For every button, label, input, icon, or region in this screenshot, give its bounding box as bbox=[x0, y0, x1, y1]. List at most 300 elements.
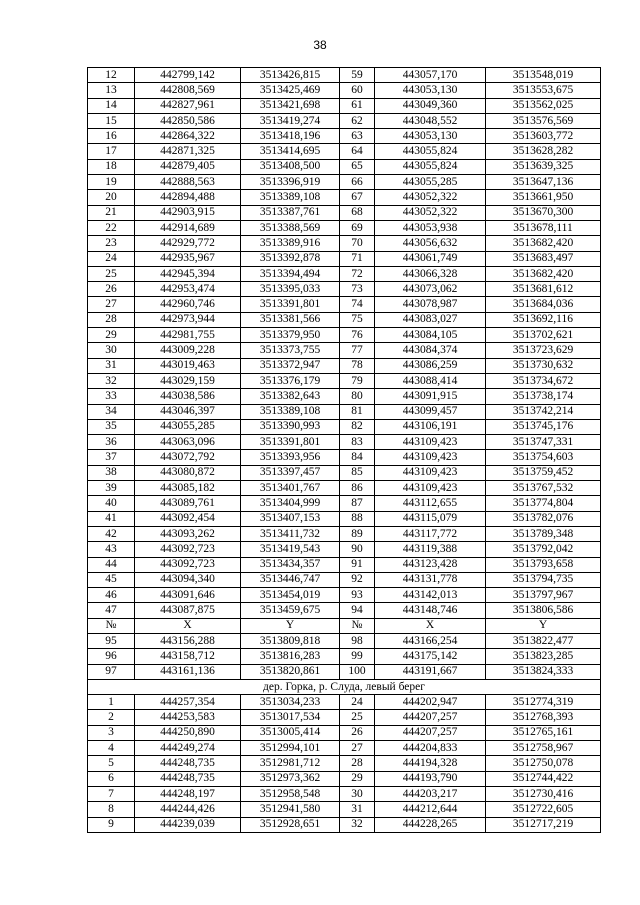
table-cell: 88 bbox=[340, 511, 375, 526]
table-cell: 3513401,767 bbox=[241, 481, 340, 496]
table-cell: 84 bbox=[340, 450, 375, 465]
table-cell: 442945,394 bbox=[135, 266, 241, 281]
table-cell: 3513793,658 bbox=[486, 557, 601, 572]
table-cell: 3512973,362 bbox=[241, 771, 340, 786]
table-row bbox=[88, 526, 601, 541]
table-cell: 3513794,735 bbox=[486, 572, 601, 587]
table-cell: 28 bbox=[340, 756, 375, 771]
table-cell: 3513806,586 bbox=[486, 603, 601, 618]
table-cell: 3513393,956 bbox=[241, 450, 340, 465]
table-cell: 443156,288 bbox=[135, 633, 241, 648]
table-cell: 3513628,282 bbox=[486, 144, 601, 159]
table-row bbox=[88, 205, 601, 220]
table-cell: 3513684,036 bbox=[486, 297, 601, 312]
table-cell: 443087,875 bbox=[135, 603, 241, 618]
table-cell: 443142,013 bbox=[375, 588, 486, 603]
table-row bbox=[88, 481, 601, 496]
table-cell: 83 bbox=[340, 435, 375, 450]
table-row bbox=[88, 404, 601, 419]
table-cell: 443053,938 bbox=[375, 220, 486, 235]
table-cell: 3513389,108 bbox=[241, 190, 340, 205]
table-row bbox=[88, 312, 601, 327]
table-cell: 443073,062 bbox=[375, 282, 486, 297]
table-cell: 32 bbox=[340, 817, 375, 832]
table-cell: 61 bbox=[340, 98, 375, 113]
table-row bbox=[88, 664, 601, 679]
table-cell: 3513446,747 bbox=[241, 572, 340, 587]
table-cell: 8 bbox=[88, 802, 135, 817]
table-cell: 3512958,548 bbox=[241, 786, 340, 801]
table-cell: 443066,328 bbox=[375, 266, 486, 281]
table-cell: 3513391,801 bbox=[241, 435, 340, 450]
table-row bbox=[88, 144, 601, 159]
table-cell: 443148,746 bbox=[375, 603, 486, 618]
table-cell: 40 bbox=[88, 496, 135, 511]
table-cell: 90 bbox=[340, 542, 375, 557]
table-cell: 443117,772 bbox=[375, 526, 486, 541]
table-cell: 443084,105 bbox=[375, 328, 486, 343]
table-cell: 3513682,420 bbox=[486, 236, 601, 251]
table-cell: 442888,563 bbox=[135, 175, 241, 190]
table-cell: 444257,354 bbox=[135, 695, 241, 710]
table-cell: 3513434,357 bbox=[241, 557, 340, 572]
table-cell: 443061,749 bbox=[375, 251, 486, 266]
table-cell: 81 bbox=[340, 404, 375, 419]
table-cell: 3512941,580 bbox=[241, 802, 340, 817]
table-cell: 3513759,452 bbox=[486, 465, 601, 480]
table-cell: 89 bbox=[340, 526, 375, 541]
table-row bbox=[88, 282, 601, 297]
table-cell: 2 bbox=[88, 710, 135, 725]
table-cell: 44 bbox=[88, 557, 135, 572]
table-cell: 29 bbox=[88, 328, 135, 343]
table-cell: 442960,746 bbox=[135, 297, 241, 312]
table-cell: 70 bbox=[340, 236, 375, 251]
table-cell: Y bbox=[486, 618, 601, 633]
table-cell: 63 bbox=[340, 129, 375, 144]
table-cell: 443085,182 bbox=[135, 481, 241, 496]
table-row bbox=[88, 771, 601, 786]
table-cell: 443038,586 bbox=[135, 389, 241, 404]
table-cell: 25 bbox=[340, 710, 375, 725]
table-cell: 443131,778 bbox=[375, 572, 486, 587]
table-cell: 444194,328 bbox=[375, 756, 486, 771]
table-cell: 442914,689 bbox=[135, 220, 241, 235]
table-cell: 3513774,804 bbox=[486, 496, 601, 511]
table-cell: 442903,915 bbox=[135, 205, 241, 220]
table-cell: 443019,463 bbox=[135, 358, 241, 373]
table-cell: 3513392,878 bbox=[241, 251, 340, 266]
table-cell: 37 bbox=[88, 450, 135, 465]
table-cell: 3513389,108 bbox=[241, 404, 340, 419]
table-row bbox=[88, 83, 601, 98]
table-row bbox=[88, 175, 601, 190]
table-cell: 444203,217 bbox=[375, 786, 486, 801]
table-cell: 443191,667 bbox=[375, 664, 486, 679]
table-cell: 443093,262 bbox=[135, 526, 241, 541]
table-cell: 12 bbox=[88, 68, 135, 83]
table-cell: 67 bbox=[340, 190, 375, 205]
table-cell: 99 bbox=[340, 649, 375, 664]
table-cell: 46 bbox=[88, 588, 135, 603]
table-cell: 18 bbox=[88, 159, 135, 174]
table-cell: 3513418,196 bbox=[241, 129, 340, 144]
table-cell: 443086,259 bbox=[375, 358, 486, 373]
table-cell: 22 bbox=[88, 220, 135, 235]
table-cell: 444253,583 bbox=[135, 710, 241, 725]
table-row bbox=[88, 511, 601, 526]
table-cell: 20 bbox=[88, 190, 135, 205]
table-cell: 3513381,566 bbox=[241, 312, 340, 327]
table-row bbox=[88, 465, 601, 480]
table-cell: 442850,586 bbox=[135, 113, 241, 128]
table-cell: 3513421,698 bbox=[241, 98, 340, 113]
table-cell: 3513702,621 bbox=[486, 328, 601, 343]
table-cell: 94 bbox=[340, 603, 375, 618]
table-cell: 3 bbox=[88, 725, 135, 740]
table-row bbox=[88, 618, 601, 633]
table-cell: 3513425,469 bbox=[241, 83, 340, 98]
table-row bbox=[88, 710, 601, 725]
table-cell: 444244,426 bbox=[135, 802, 241, 817]
table-row bbox=[88, 419, 601, 434]
table-cell: 92 bbox=[340, 572, 375, 587]
table-cell: 3513034,233 bbox=[241, 695, 340, 710]
table-cell: 442935,967 bbox=[135, 251, 241, 266]
table-cell: 64 bbox=[340, 144, 375, 159]
table-cell: 30 bbox=[340, 786, 375, 801]
table-cell: 443161,136 bbox=[135, 664, 241, 679]
table-cell: 66 bbox=[340, 175, 375, 190]
table-cell: 16 bbox=[88, 129, 135, 144]
table-cell: 3512744,422 bbox=[486, 771, 601, 786]
table-cell: 30 bbox=[88, 343, 135, 358]
table-cell: 3512758,967 bbox=[486, 741, 601, 756]
table-cell: 443072,792 bbox=[135, 450, 241, 465]
table-cell: 443052,322 bbox=[375, 190, 486, 205]
table-row bbox=[88, 68, 601, 83]
table-cell: 3512730,416 bbox=[486, 786, 601, 801]
table-cell: 3513379,950 bbox=[241, 328, 340, 343]
table-cell: 82 bbox=[340, 419, 375, 434]
table-cell: 95 bbox=[88, 633, 135, 648]
table-cell: 3512994,101 bbox=[241, 741, 340, 756]
table-cell: 68 bbox=[340, 205, 375, 220]
table-cell: 3513742,214 bbox=[486, 404, 601, 419]
table-cell: 3513730,632 bbox=[486, 358, 601, 373]
table-cell: 3512722,605 bbox=[486, 802, 601, 817]
table-cell: 34 bbox=[88, 404, 135, 419]
table-cell: 3513407,153 bbox=[241, 511, 340, 526]
table-cell: 69 bbox=[340, 220, 375, 235]
table-cell: 443009,228 bbox=[135, 343, 241, 358]
table-cell: 444207,257 bbox=[375, 710, 486, 725]
table-cell: 24 bbox=[340, 695, 375, 710]
table-cell: 3513426,815 bbox=[241, 68, 340, 83]
table-cell: 443091,646 bbox=[135, 588, 241, 603]
table-cell: 444248,735 bbox=[135, 771, 241, 786]
table-cell: 443053,130 bbox=[375, 129, 486, 144]
table-cell: 442929,772 bbox=[135, 236, 241, 251]
table-cell: 444250,890 bbox=[135, 725, 241, 740]
table-cell: 444248,735 bbox=[135, 756, 241, 771]
table-cell: 3513670,300 bbox=[486, 205, 601, 220]
table-cell: 3513747,331 bbox=[486, 435, 601, 450]
table-cell: № bbox=[340, 618, 375, 633]
table-cell: 442827,961 bbox=[135, 98, 241, 113]
table-cell: 62 bbox=[340, 113, 375, 128]
table-cell: 442871,325 bbox=[135, 144, 241, 159]
table-row bbox=[88, 251, 601, 266]
table-cell: 443046,397 bbox=[135, 404, 241, 419]
table-cell: 3513789,348 bbox=[486, 526, 601, 541]
table-cell: 444212,644 bbox=[375, 802, 486, 817]
table-cell: 443029,159 bbox=[135, 373, 241, 388]
table-cell: 3513797,967 bbox=[486, 588, 601, 603]
table-cell: 41 bbox=[88, 511, 135, 526]
table-cell: 78 bbox=[340, 358, 375, 373]
table-cell: 4 bbox=[88, 741, 135, 756]
table-cell: 21 bbox=[88, 205, 135, 220]
table-cell: 59 bbox=[340, 68, 375, 83]
table-row bbox=[88, 542, 601, 557]
table-cell: 3513397,457 bbox=[241, 465, 340, 480]
table-row bbox=[88, 756, 601, 771]
table-cell: 443078,987 bbox=[375, 297, 486, 312]
table-cell: 443175,142 bbox=[375, 649, 486, 664]
table-cell: 442799,142 bbox=[135, 68, 241, 83]
table-cell: 443112,655 bbox=[375, 496, 486, 511]
table-cell: 443109,423 bbox=[375, 465, 486, 480]
table-cell: 442894,488 bbox=[135, 190, 241, 205]
table-row bbox=[88, 129, 601, 144]
table-cell: 3513823,285 bbox=[486, 649, 601, 664]
table-cell: 443055,824 bbox=[375, 144, 486, 159]
table-cell: 3513395,033 bbox=[241, 282, 340, 297]
table-row bbox=[88, 389, 601, 404]
table-cell: 442953,474 bbox=[135, 282, 241, 297]
table-cell: 87 bbox=[340, 496, 375, 511]
table-cell: 443099,457 bbox=[375, 404, 486, 419]
table-cell: № bbox=[88, 618, 135, 633]
table-cell: 3513792,042 bbox=[486, 542, 601, 557]
table-cell: 39 bbox=[88, 481, 135, 496]
table-cell: 96 bbox=[88, 649, 135, 664]
table-cell: 3513548,019 bbox=[486, 68, 601, 83]
table-cell: 1 bbox=[88, 695, 135, 710]
table-cell: 443063,096 bbox=[135, 435, 241, 450]
table-cell: 3512981,712 bbox=[241, 756, 340, 771]
table-row bbox=[88, 236, 601, 251]
table-cell: 100 bbox=[340, 664, 375, 679]
table-row bbox=[88, 328, 601, 343]
table-cell: 73 bbox=[340, 282, 375, 297]
table-cell: 3513824,333 bbox=[486, 664, 601, 679]
table-cell: 77 bbox=[340, 343, 375, 358]
table-cell: 3513382,643 bbox=[241, 389, 340, 404]
table-cell: 17 bbox=[88, 144, 135, 159]
table-cell: 91 bbox=[340, 557, 375, 572]
table-cell: 443092,723 bbox=[135, 557, 241, 572]
table-cell: 444193,790 bbox=[375, 771, 486, 786]
table-cell: 31 bbox=[340, 802, 375, 817]
table-cell: 444204,833 bbox=[375, 741, 486, 756]
table-cell: 33 bbox=[88, 389, 135, 404]
table-cell: 3513459,675 bbox=[241, 603, 340, 618]
table-row bbox=[88, 113, 601, 128]
table-cell: 444248,197 bbox=[135, 786, 241, 801]
table-row bbox=[88, 557, 601, 572]
table-cell: X bbox=[135, 618, 241, 633]
table-cell: 443089,761 bbox=[135, 496, 241, 511]
table-cell: 72 bbox=[340, 266, 375, 281]
table-row bbox=[88, 695, 601, 710]
table-row bbox=[88, 802, 601, 817]
table-cell: 3513647,136 bbox=[486, 175, 601, 190]
table-cell: 76 bbox=[340, 328, 375, 343]
table-cell: 3513639,325 bbox=[486, 159, 601, 174]
table-cell: 443106,191 bbox=[375, 419, 486, 434]
table-cell: 36 bbox=[88, 435, 135, 450]
table-cell: 443123,428 bbox=[375, 557, 486, 572]
table-cell: 443091,915 bbox=[375, 389, 486, 404]
table-cell: 3512717,219 bbox=[486, 817, 601, 832]
table-cell: 3513454,019 bbox=[241, 588, 340, 603]
table-cell: 443052,322 bbox=[375, 205, 486, 220]
table-cell: 443109,423 bbox=[375, 481, 486, 496]
table-cell: 3513389,916 bbox=[241, 236, 340, 251]
table-cell: 444239,039 bbox=[135, 817, 241, 832]
table-cell: 3513419,274 bbox=[241, 113, 340, 128]
table-cell: 32 bbox=[88, 373, 135, 388]
table-cell: 443056,632 bbox=[375, 236, 486, 251]
table-cell: 29 bbox=[340, 771, 375, 786]
table-row bbox=[88, 588, 601, 603]
table-cell: 35 bbox=[88, 419, 135, 434]
table-cell: 5 bbox=[88, 756, 135, 771]
table-cell: 26 bbox=[88, 282, 135, 297]
table-cell: 3513816,283 bbox=[241, 649, 340, 664]
table-cell: 443109,423 bbox=[375, 435, 486, 450]
table-cell: 3512750,078 bbox=[486, 756, 601, 771]
table-cell: 43 bbox=[88, 542, 135, 557]
table-cell: 14 bbox=[88, 98, 135, 113]
table-cell: 444207,257 bbox=[375, 725, 486, 740]
table-cell: 45 bbox=[88, 572, 135, 587]
table-row bbox=[88, 741, 601, 756]
table-cell: 442808,569 bbox=[135, 83, 241, 98]
table-cell: 3513411,732 bbox=[241, 526, 340, 541]
table-cell: 443166,254 bbox=[375, 633, 486, 648]
table-cell: 3513396,919 bbox=[241, 175, 340, 190]
table-cell: 3513754,603 bbox=[486, 450, 601, 465]
table-cell: 25 bbox=[88, 266, 135, 281]
table-row bbox=[88, 343, 601, 358]
table-cell: 13 bbox=[88, 83, 135, 98]
table-cell: 3513734,672 bbox=[486, 373, 601, 388]
table-cell: 97 bbox=[88, 664, 135, 679]
table-cell: 443158,712 bbox=[135, 649, 241, 664]
table-cell: 3512765,161 bbox=[486, 725, 601, 740]
table-cell: 3513681,612 bbox=[486, 282, 601, 297]
table-cell: 442981,755 bbox=[135, 328, 241, 343]
table-cell: 60 bbox=[340, 83, 375, 98]
table-cell: 19 bbox=[88, 175, 135, 190]
section-title: дер. Горка, р. Слуда, левый берег bbox=[88, 679, 601, 694]
table-cell: 3513390,993 bbox=[241, 419, 340, 434]
section-title-row bbox=[88, 679, 601, 694]
table-cell: 443080,872 bbox=[135, 465, 241, 480]
table-cell: 98 bbox=[340, 633, 375, 648]
table-cell: 442864,322 bbox=[135, 129, 241, 144]
table-cell: 3512768,393 bbox=[486, 710, 601, 725]
table-cell: 443094,340 bbox=[135, 572, 241, 587]
table-row bbox=[88, 266, 601, 281]
table-cell: 3513408,500 bbox=[241, 159, 340, 174]
table-cell: 443057,170 bbox=[375, 68, 486, 83]
table-cell: 3513782,076 bbox=[486, 511, 601, 526]
table-cell: 3513678,111 bbox=[486, 220, 601, 235]
table-row bbox=[88, 373, 601, 388]
table-cell: 444202,947 bbox=[375, 695, 486, 710]
table-row bbox=[88, 159, 601, 174]
table-cell: 3513414,695 bbox=[241, 144, 340, 159]
table-cell: 443055,285 bbox=[375, 175, 486, 190]
table-cell: 442879,405 bbox=[135, 159, 241, 174]
table-cell: 443109,423 bbox=[375, 450, 486, 465]
table-cell: 75 bbox=[340, 312, 375, 327]
table-cell: 443119,388 bbox=[375, 542, 486, 557]
coordinates-table bbox=[87, 67, 601, 833]
table-cell: 42 bbox=[88, 526, 135, 541]
table-cell: 442973,944 bbox=[135, 312, 241, 327]
table-cell: 443084,374 bbox=[375, 343, 486, 358]
table-cell: 3513767,532 bbox=[486, 481, 601, 496]
table-row bbox=[88, 649, 601, 664]
table-cell: 23 bbox=[88, 236, 135, 251]
table-row bbox=[88, 450, 601, 465]
table-cell: 3513388,569 bbox=[241, 220, 340, 235]
table-row bbox=[88, 786, 601, 801]
table-cell: 443049,360 bbox=[375, 98, 486, 113]
table-cell: 3513738,174 bbox=[486, 389, 601, 404]
table-cell: 27 bbox=[340, 741, 375, 756]
table-cell: 443055,285 bbox=[135, 419, 241, 434]
table-row bbox=[88, 817, 601, 832]
table-cell: 3513387,761 bbox=[241, 205, 340, 220]
table-cell: 443055,824 bbox=[375, 159, 486, 174]
table-cell: 24 bbox=[88, 251, 135, 266]
table-cell: 15 bbox=[88, 113, 135, 128]
table-cell: 443092,454 bbox=[135, 511, 241, 526]
table-cell: 3513553,675 bbox=[486, 83, 601, 98]
table-row bbox=[88, 435, 601, 450]
table-cell: 28 bbox=[88, 312, 135, 327]
table-cell: 26 bbox=[340, 725, 375, 740]
table-cell: 27 bbox=[88, 297, 135, 312]
table-cell: 3512928,651 bbox=[241, 817, 340, 832]
table-cell: 3513723,629 bbox=[486, 343, 601, 358]
table-row bbox=[88, 297, 601, 312]
table-row bbox=[88, 572, 601, 587]
table-cell: 443115,079 bbox=[375, 511, 486, 526]
table-cell: 444249,274 bbox=[135, 741, 241, 756]
table-cell: 85 bbox=[340, 465, 375, 480]
table-cell: 3513822,477 bbox=[486, 633, 601, 648]
table-cell: 3513809,818 bbox=[241, 633, 340, 648]
table-cell: 3513603,772 bbox=[486, 129, 601, 144]
table-row bbox=[88, 633, 601, 648]
